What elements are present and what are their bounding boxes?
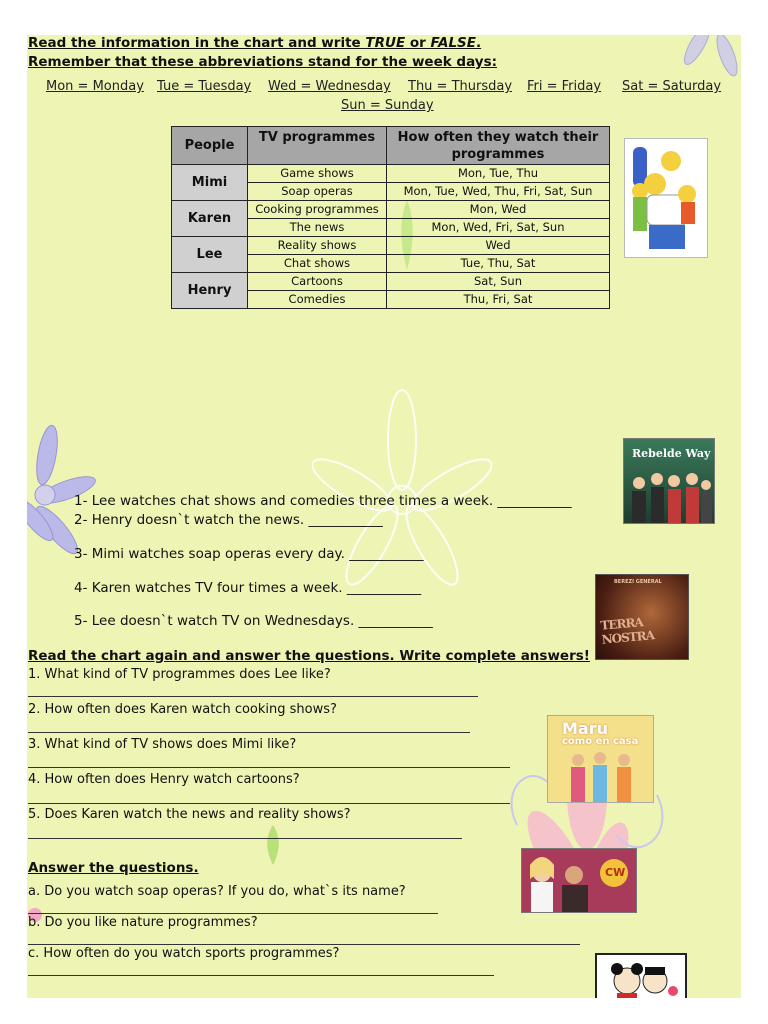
question-item: a. Do you watch soap operas? If you do, what`s its name? — [28, 884, 406, 899]
answer-line[interactable] — [28, 975, 494, 976]
rebelde-cast-illustration — [624, 439, 714, 523]
frequency-cell: Tue, Thu, Sat — [387, 255, 610, 273]
true-false-item: 5- Lee doesn`t watch TV on Wednesdays. ___________ — [74, 613, 433, 629]
simpsons-illustration — [625, 139, 707, 257]
question-item: c. How often do you watch sports programmes? — [28, 946, 340, 961]
simpsons-image — [624, 138, 708, 258]
programme-cell: Game shows — [248, 165, 387, 183]
cw-illustration — [522, 849, 636, 912]
abbr-sun: Sun = Sunday — [341, 98, 434, 113]
question-item: 2. How often does Karen watch cooking shows? — [28, 702, 337, 717]
instruction-text: Read the information in the chart and write — [28, 35, 366, 51]
instruction-or: or — [405, 35, 431, 51]
pucca-illustration — [597, 955, 685, 998]
answer-line[interactable] — [28, 838, 462, 839]
cw-show-image — [521, 848, 637, 913]
programme-cell: The news — [248, 219, 387, 237]
frequency-cell: Thu, Fri, Sat — [387, 291, 610, 309]
programme-cell: Comedies — [248, 291, 387, 309]
pucca-image — [595, 953, 687, 998]
table-row — [172, 165, 610, 183]
answer-line[interactable] — [28, 696, 478, 697]
section2-title: Read the chart again and answer the questions. Write complete answers! — [28, 648, 590, 664]
table-row — [172, 273, 610, 291]
worksheet-page — [27, 35, 741, 998]
question-item: 3. What kind of TV shows does Mimi like? — [28, 737, 297, 752]
leaf-decoration — [263, 825, 283, 865]
frequency-cell: Wed — [387, 237, 610, 255]
flower-decoration-center — [312, 385, 492, 635]
maru-subtitle: como en casa — [562, 736, 639, 747]
programme-cell: Cartoons — [248, 273, 387, 291]
instruction-line-1 — [28, 35, 481, 51]
header-how-often: How often they watch their programmes — [387, 127, 610, 165]
abbr-wed: Wed = Wednesday — [268, 79, 391, 94]
terra-nostra-title: TERRA NOSTRA — [599, 615, 655, 647]
true-false-item: 3- Mimi watches soap operas every day. ___________ — [74, 546, 424, 562]
question-item: 4. How often does Henry watch cartoons? — [28, 772, 300, 787]
abbr-mon: Mon = Monday — [46, 79, 144, 94]
instruction-end: . — [476, 35, 482, 51]
instruction-line-2: Remember that these abbreviations stand for the week days: — [28, 54, 497, 70]
answer-line[interactable] — [28, 767, 510, 768]
rebelde-way-image — [623, 438, 715, 524]
question-item: b. Do you like nature programmes? — [28, 915, 258, 930]
person-henry: Henry — [172, 273, 248, 309]
tv-chart-table — [171, 126, 610, 309]
answer-line[interactable] — [28, 803, 510, 804]
table-row — [172, 237, 610, 255]
frequency-cell: Mon, Wed, Fri, Sat, Sun — [387, 219, 610, 237]
rebelde-logo-text: Rebelde Way — [632, 447, 711, 460]
programme-cell: Chat shows — [248, 255, 387, 273]
maru-como-en-casa-image — [547, 715, 654, 803]
true-false-item: 1- Lee watches chat shows and comedies three times a week. ___________ — [74, 493, 572, 509]
terra-top-text: BEREZI GENERAL — [614, 579, 662, 585]
true-false-item: 4- Karen watches TV four times a week. ___________ — [74, 580, 422, 596]
maru-cast-illustration — [548, 716, 653, 802]
answer-line[interactable] — [28, 913, 438, 914]
terra-nostra-image — [595, 574, 689, 660]
abbr-thu: Thu = Thursday — [408, 79, 513, 94]
programme-cell: Cooking programmes — [248, 201, 387, 219]
instruction-false: FALSE — [430, 35, 476, 51]
question-item: 5. Does Karen watch the news and reality shows? — [28, 807, 351, 822]
person-lee: Lee — [172, 237, 248, 273]
abbr-sat: Sat = Saturday — [622, 79, 722, 94]
frequency-cell: Mon, Tue, Wed, Thu, Fri, Sat, Sun — [387, 183, 610, 201]
abbr-fri: Fri = Friday — [527, 79, 602, 94]
header-tv-programmes: TV programmes — [248, 127, 387, 165]
question-item: 1. What kind of TV programmes does Lee like? — [28, 667, 331, 682]
table-header-row — [172, 127, 610, 165]
answer-line[interactable] — [28, 944, 580, 945]
abbr-tue: Tue = Tuesday — [157, 79, 252, 94]
instruction-true: TRUE — [365, 35, 406, 51]
programme-cell: Reality shows — [248, 237, 387, 255]
programme-cell: Soap operas — [248, 183, 387, 201]
person-mimi: Mimi — [172, 165, 248, 201]
maru-title: Maru — [562, 719, 608, 738]
header-people: People — [172, 127, 248, 165]
true-false-item: 2- Henry doesn`t watch the news. ___________ — [74, 512, 383, 528]
frequency-cell: Mon, Wed — [387, 201, 610, 219]
person-karen: Karen — [172, 201, 248, 237]
table-row — [172, 201, 610, 219]
answer-line[interactable] — [28, 732, 470, 733]
frequency-cell: Mon, Tue, Thu — [387, 165, 610, 183]
frequency-cell: Sat, Sun — [387, 273, 610, 291]
cw-logo-text: CW — [605, 866, 626, 879]
section3-title: Answer the questions. — [28, 860, 199, 876]
